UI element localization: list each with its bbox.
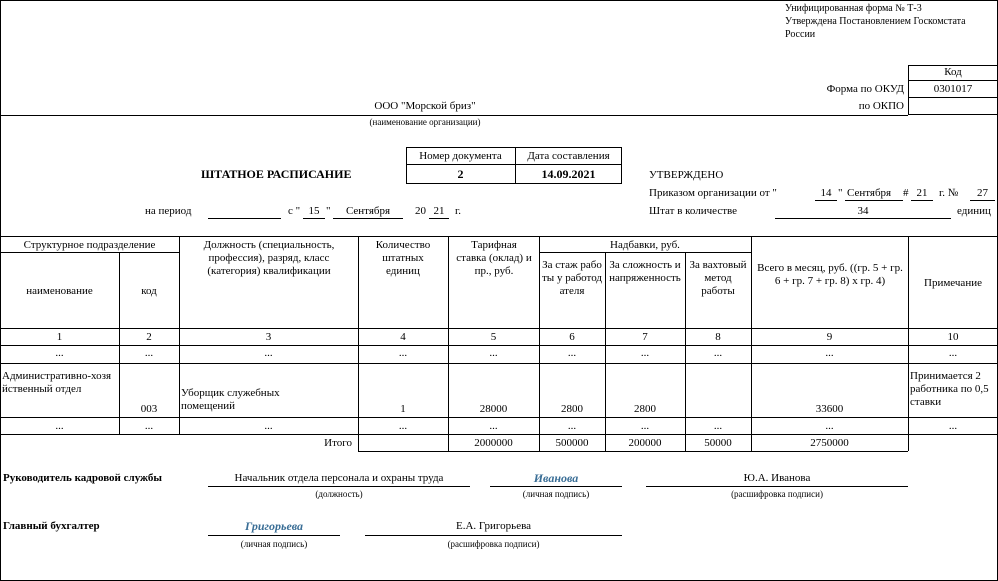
col-num-7: 7 xyxy=(642,331,648,343)
ellipsis-cell: ... xyxy=(489,347,498,359)
col-num-9: 9 xyxy=(826,331,833,343)
order-hash: # xyxy=(903,187,909,199)
ellipsis-cell: ... xyxy=(713,347,723,359)
header-bonus2: За сложность и напряженность xyxy=(609,259,681,284)
ellipsis-cell: ... xyxy=(640,347,650,359)
header-struct: Структурное подразделение xyxy=(23,239,156,251)
acc-signature: Григорьева xyxy=(244,519,304,533)
approved-title: УТВЕРЖДЕНО xyxy=(649,169,724,181)
codes-header: Код xyxy=(944,66,962,78)
ellipsis-cell: ... xyxy=(264,347,273,359)
hr-position: Начальник отдела персонала и охраны труда xyxy=(234,472,444,484)
period-year: 21 xyxy=(433,205,445,217)
header-note: Примечание xyxy=(924,277,982,289)
period-quote: " xyxy=(326,205,331,217)
ellipsis-cell: ... xyxy=(144,420,154,432)
period-from: с " xyxy=(288,205,301,217)
ellipsis-cell: ... xyxy=(825,420,834,432)
col-num-5: 5 xyxy=(490,331,497,343)
totals-total: 2750000 xyxy=(810,437,849,449)
ellipsis-cell: ... xyxy=(640,420,650,432)
ellipsis-cell: ... xyxy=(489,420,498,432)
order-day: 14 xyxy=(820,187,832,199)
col-num-4: 4 xyxy=(400,331,406,343)
hr-signature-caption: (личная подпись) xyxy=(522,489,590,499)
acc-decoded-caption: (расшифровка подписи) xyxy=(447,539,540,549)
ellipsis-cell: ... xyxy=(567,347,577,359)
ellipsis-cell: ... xyxy=(55,347,64,359)
order-year-suffix: г. № xyxy=(939,187,959,199)
ellipsis-cell: ... xyxy=(55,420,64,432)
row-position: Уборщик служебных помещений xyxy=(181,387,280,412)
hr-decoded-name: Ю.А. Иванова xyxy=(743,472,811,484)
row-bonus1: 2800 xyxy=(561,403,583,415)
document-title: ШТАТНОЕ РАСПИСАНИЕ xyxy=(201,167,352,181)
header-name: наименование xyxy=(26,285,93,297)
row-department-code: 003 xyxy=(140,403,158,415)
row-rate: 28000 xyxy=(479,403,508,415)
okud-label: Форма по ОКУД xyxy=(826,83,904,95)
ellipsis-cell: ... xyxy=(825,347,834,359)
chief-accountant-label: Главный бухгалтер xyxy=(3,520,100,532)
okpo-label: по ОКПО xyxy=(858,100,904,112)
acc-decoded-name: Е.А. Григорьева xyxy=(455,520,532,532)
form-info-line3: России xyxy=(785,29,816,40)
totals-bonus3: 50000 xyxy=(704,437,732,449)
col-num-2: 2 xyxy=(146,331,152,343)
ellipsis-cell: ... xyxy=(948,420,958,432)
document-date: 14.09.2021 xyxy=(541,167,596,181)
col-num-6: 6 xyxy=(569,331,575,343)
staff-label: Штат в количестве xyxy=(649,205,738,217)
organization-name: ООО "Морской бриз" xyxy=(374,100,476,112)
hr-signature: Иванова xyxy=(533,471,579,485)
header-position: Должность (специальность, профессия), разряд, класс (категория) квалификации xyxy=(203,239,335,277)
row-total: 33600 xyxy=(815,403,844,415)
organization-caption: (наименование организации) xyxy=(369,117,481,127)
okud-value: 0301017 xyxy=(933,83,973,95)
hr-head-label: Руководитель кадровой службы xyxy=(3,472,162,484)
order-month: Сентября xyxy=(847,187,892,199)
order-label: Приказом организации от " xyxy=(649,187,777,199)
staff-count: 34 xyxy=(857,205,869,217)
period-year-suffix: г. xyxy=(455,205,462,217)
period-day: 15 xyxy=(308,205,320,217)
header-code: код xyxy=(141,285,157,297)
period-year-prefix: 20 xyxy=(415,205,426,217)
number-header: Номер документа xyxy=(419,150,502,162)
ellipsis-cell: ... xyxy=(567,420,577,432)
totals-bonus2: 200000 xyxy=(628,437,662,449)
form-info-line1: Унифицированная форма № Т-3 xyxy=(785,3,922,14)
staff-unit: единиц xyxy=(957,205,991,217)
hr-decoded-caption: (расшифровка подписи) xyxy=(731,489,823,499)
hr-position-caption: (должность) xyxy=(315,489,363,499)
col-num-8: 8 xyxy=(715,331,721,343)
header-bonus: Надбавки, руб. xyxy=(610,239,680,251)
header-bonus1: За стаж работы у работодателя xyxy=(542,259,602,297)
header-units: Количество штатных единиц xyxy=(375,239,431,277)
period-month: Сентября xyxy=(345,205,391,217)
ellipsis-cell: ... xyxy=(264,420,273,432)
ellipsis-cell: ... xyxy=(398,420,408,432)
col-num-1: 1 xyxy=(56,331,63,343)
row-department-name: Административно-хозяйственный отдел xyxy=(2,370,112,395)
order-quote: " xyxy=(838,187,843,199)
form-info-line2: Утверждена Постановлением Госкомстата xyxy=(785,16,966,27)
totals-bonus1: 500000 xyxy=(555,437,589,449)
row-note: Принимается 2 работника по 0,5 ставки xyxy=(910,370,989,408)
document-number: 2 xyxy=(457,167,464,181)
order-year: 21 xyxy=(916,187,928,199)
ellipsis-cell: ... xyxy=(948,347,958,359)
row-bonus2: 2800 xyxy=(634,403,656,415)
totals-label: Итого xyxy=(324,437,352,449)
header-bonus3: За вахтовый метод работы xyxy=(689,259,747,297)
col-num-10: 10 xyxy=(947,331,959,343)
period-label: на период xyxy=(145,205,192,217)
order-number: 27 xyxy=(977,187,988,199)
header-rate: Тарифная ставка (оклад) и пр., руб. xyxy=(456,239,532,277)
header-total: Всего в месяц, руб. ((гр. 5 + гр. 6 + гр. 7 + гр. 8) x гр. 4) xyxy=(757,262,903,287)
col-num-3: 3 xyxy=(265,331,272,343)
totals-rate: 2000000 xyxy=(474,437,513,449)
ellipsis-cell: ... xyxy=(713,420,723,432)
row-units: 1 xyxy=(400,403,406,415)
acc-signature-caption: (личная подпись) xyxy=(240,539,308,549)
date-header: Дата составления xyxy=(527,150,610,162)
ellipsis-cell: ... xyxy=(144,347,154,359)
ellipsis-cell: ... xyxy=(398,347,408,359)
